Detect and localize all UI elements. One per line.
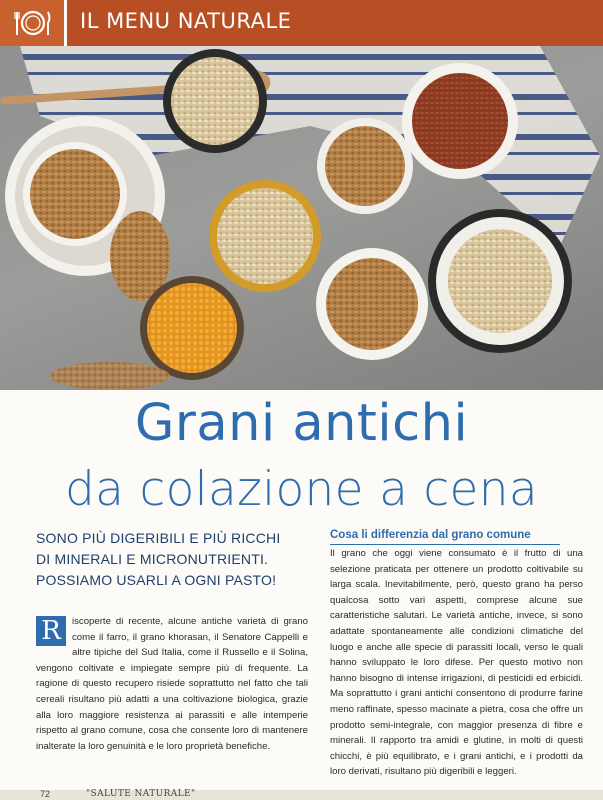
page-number: 72: [40, 789, 51, 799]
header-icon-box: [0, 0, 64, 46]
lead-paragraph: [36, 528, 308, 591]
plate-cutlery-icon: [13, 8, 53, 38]
right-article-text: Il grano che oggi viene consumato è il frutto di una selezione praticata per ottenere un prodotto coltivabile su larga scala. Inevitabilmente, però, questo grano ha perso qualcosa sotto vari aspetti, comprese alcune sue caratteristiche salutari. Le varietà antiche, invece, si sono adattate spontaneamente alle condizioni climatiche del luogo e anche alle specie di parassiti locali, verso le quali hanno sviluppato le loro difese. Per questo motivo non hanno bisogno di intense irrigazioni, di pesticidi ed erbicidi. Ma soprattutto i grani antichi consentono di produrre farine meno raffinate, spesso macinate a pietra, cosa che offre un prodotto semi-integrale, con maggior presenza di fibre e minerali. Il rapporto tra amidi e glutine, in molti di questi chicchi, è più equilibrato, e i grani antichi, e i prodotti da loro derivati, risultano più digeribili e leggeri.: [330, 548, 583, 778]
headline-subtitle: da colazione a cena: [65, 462, 538, 517]
drop-cap: R: [36, 616, 66, 646]
left-article-text: iscoperte di recente, alcune antiche varietà di grano come il farro, il grano khorasan, il Senatore Cappelli e altre tipiche del Sud Italia, come il Russello e il Solina, vengono coltivate e impiegate sempre più di frequente. La ragione di questo recupero risiede soprattutto nel fatto che tali cereali risultano più adatti a una coltivazione biologica, grazie alla loro maggiore resistenza ai parassiti e alle intemperie rispetto al grano comune, cosa che consente loro di mantenere inalterate la loro genuinità e le loro proprietà benefiche.: [36, 616, 308, 752]
lead-line: SONO PIÙ DIGERIBILI E PIÙ RICCHI: [36, 530, 281, 546]
section-title: IL MENU NATURALE: [80, 9, 292, 33]
headline-title: Grani antichi: [134, 394, 469, 453]
magazine-name: "SALUTE NATURALE": [86, 789, 196, 799]
heading-divider: [330, 544, 560, 545]
section-header: [0, 0, 603, 46]
grains-photo: [0, 46, 603, 390]
lead-line: DI MINERALI E MICRONUTRIENTI.: [36, 551, 269, 567]
bowls-of-ancient-grains-icon: [0, 46, 603, 390]
right-article-heading: Cosa li differenzia dal grano comune: [330, 529, 531, 541]
left-article: [36, 614, 308, 754]
lead-line: POSSIAMO USARLI A OGNI PASTO!: [36, 572, 277, 588]
